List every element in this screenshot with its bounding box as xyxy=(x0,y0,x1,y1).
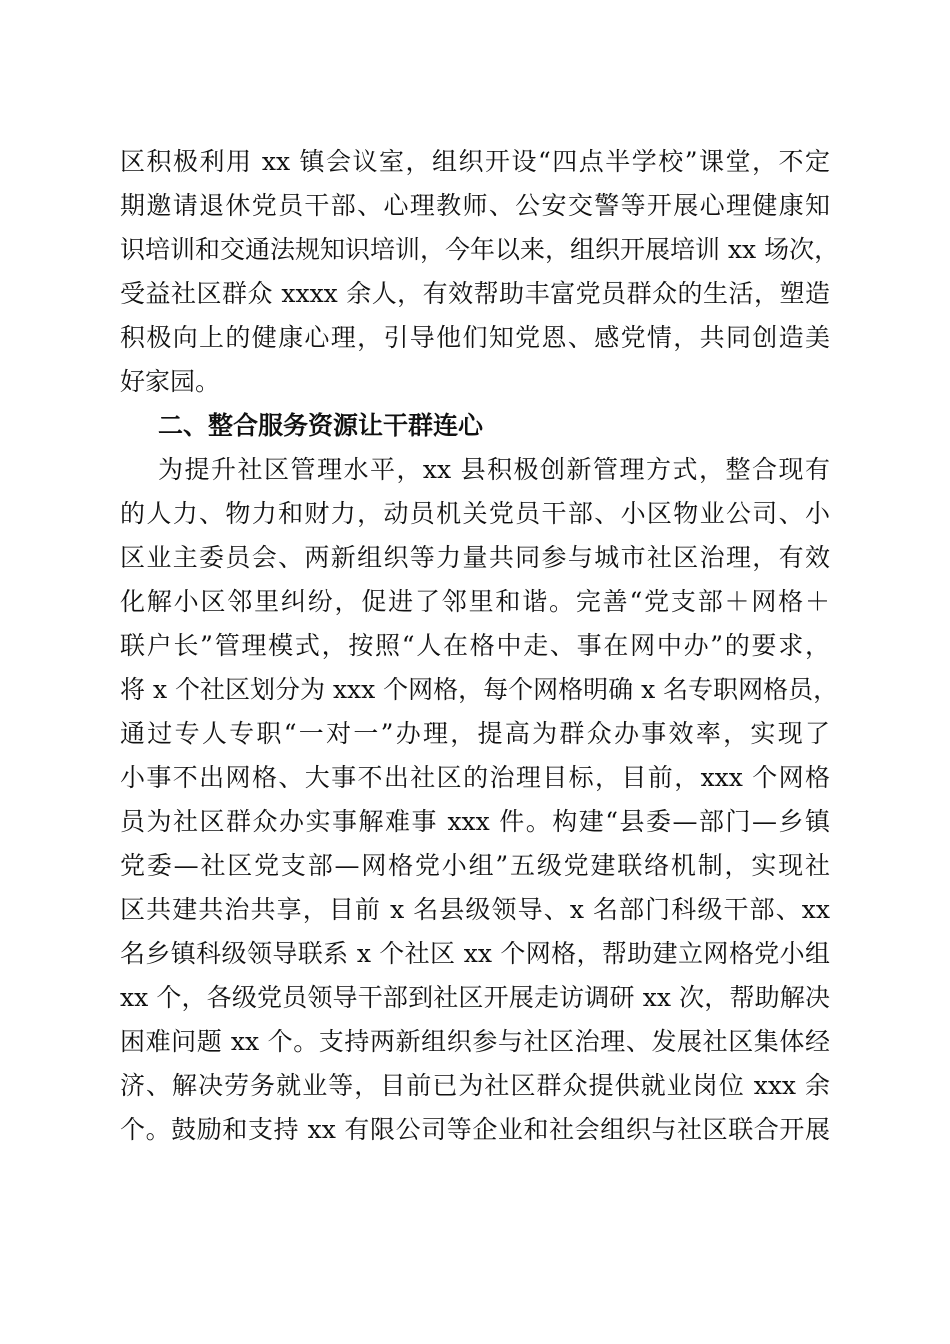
text-line: 名乡镇科级领导联系 x 个社区 xx 个网格，帮助建立网格党小组 xyxy=(120,939,830,968)
text-line: 受益社区群众 xxxx 余人，有效帮助丰富党员群众的生活，塑造 xyxy=(120,279,830,308)
text-line: 化解小区邻里纠纷，促进了邻里和谐。完善“党支部＋网格＋ xyxy=(120,587,830,616)
text-line: 济、解决劳务就业等，目前已为社区群众提供就业岗位 xxx 余 xyxy=(120,1071,830,1100)
section-heading: 二、整合服务资源让干群连心 xyxy=(158,411,484,440)
text-line: 员为社区群众办实事解难事 xxx 件。构建“县委—部门—乡镇 xyxy=(120,807,830,836)
text-line: 为提升社区管理水平，xx 县积极创新管理方式，整合现有 xyxy=(158,455,830,484)
text-line: 区业主委员会、两新组织等力量共同参与城市社区治理，有效 xyxy=(120,543,830,572)
text-line: 将 x 个社区划分为 xxx 个网格，每个网格明确 x 名专职网格员， xyxy=(120,675,839,704)
text-line: 党委—社区党支部—网格党小组”五级党建联络机制，实现社 xyxy=(120,851,830,880)
text-line: 好家园。 xyxy=(120,367,221,396)
text-line: 区共建共治共享，目前 x 名县级领导、x 名部门科级干部、xx xyxy=(120,895,830,924)
text-line: 小事不出网格、大事不出社区的治理目标，目前，xxx 个网格 xyxy=(120,763,830,792)
text-line: 通过专人专职“一对一”办理，提高为群众办事效率，实现了 xyxy=(120,719,830,748)
text-line: 识培训和交通法规知识培训，今年以来，组织开展培训 xx 场次， xyxy=(120,235,840,264)
text-line: 区积极利用 xx 镇会议室，组织开设“四点半学校”课堂，不定 xyxy=(120,147,830,176)
text-line: 个。鼓励和支持 xx 有限公司等企业和社会组织与社区联合开展 xyxy=(120,1115,830,1144)
text-line: 困难问题 xx 个。支持两新组织参与社区治理、发展社区集体经 xyxy=(120,1027,830,1056)
text-line: 积极向上的健康心理，引导他们知党恩、感党情，共同创造美 xyxy=(120,323,830,352)
text-line: xx 个，各级党员领导干部到社区开展走访调研 xx 次，帮助解决 xyxy=(120,983,830,1012)
text-line: 的人力、物力和财力，动员机关党员干部、小区物业公司、小 xyxy=(120,499,830,528)
text-line: 联户长”管理模式，按照“人在格中走、事在网中办”的要求， xyxy=(120,631,830,660)
text-line: 期邀请退休党员干部、心理教师、公安交警等开展心理健康知 xyxy=(120,191,830,220)
